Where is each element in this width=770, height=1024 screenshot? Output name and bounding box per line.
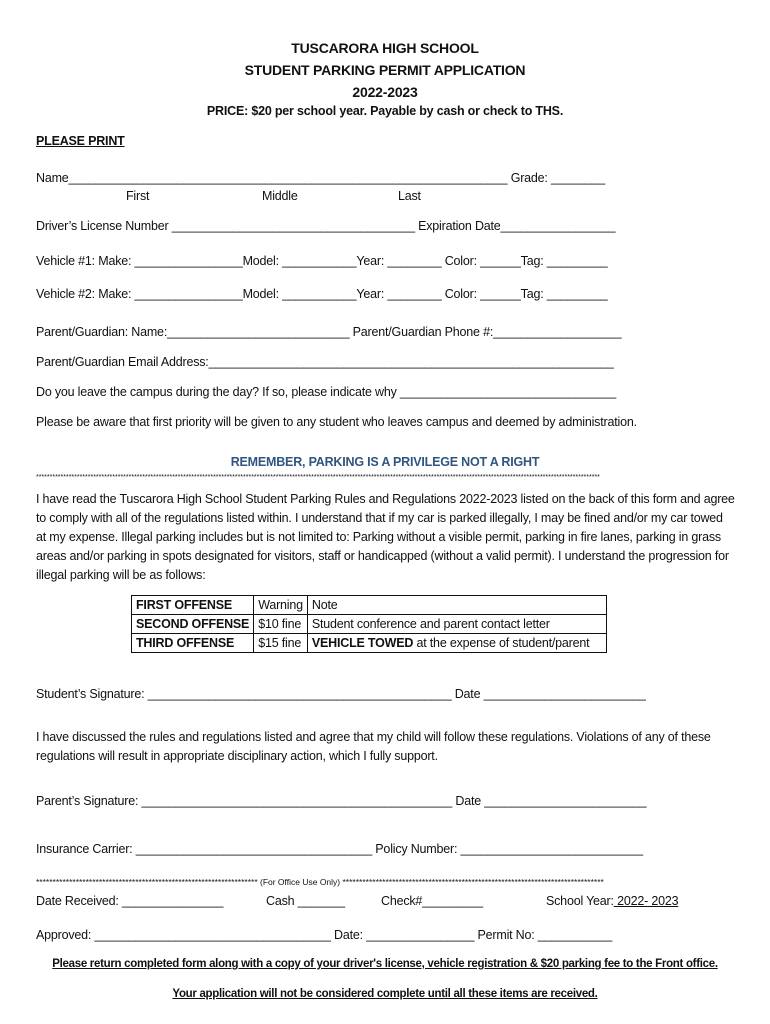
offense-cell: FIRST OFFENSE (132, 596, 254, 615)
insurance-field[interactable]: Insurance Carrier: ___________________________________ Policy Number: ___________________________ (36, 842, 643, 856)
approved-field[interactable]: Approved: ___________________________________ Date: ________________ Permit No: ___________ (36, 928, 613, 942)
incomplete-notice: Your application will not be considered complete until all these items are received. (172, 988, 598, 1000)
agreement-paragraph: I have read the Tuscarora High School Student Parking Rules and Regulations 2022-2023 listed on the back of this form and agree to comply with all of the regulations listed within. I understand that if my car is parked illegally, I may be fined and/or my car towed at my expense. Illegal parking includes but is not limited to: Parking without a visible permit, parking in fire lanes, parking in grass areas and/or parking in spots designated for visitors, staff or handicapped (without a valid permit). I understand the progression for illegal parking will be as follows: (36, 492, 735, 582)
leave-campus-field[interactable]: Do you leave the campus during the day? If so, please indicate why ________________________________ (36, 385, 616, 399)
priority-note: Please be aware that first priority will be given to any student who leaves campus and deemed by administration. (36, 415, 637, 429)
school-year-value: 2022- 2023 (613, 894, 679, 908)
school-name: TUSCARORA HIGH SCHOOL (291, 40, 479, 56)
penalty-cell: $15 fine (254, 634, 308, 653)
remember-heading: REMEMBER, PARKING IS A PRIVILEGE NOT A RIGHT (230, 455, 540, 469)
parent-statement: I have discussed the rules and regulations listed and agree that my child will follow these regulations. Violations of any of these regulations will result in appropriate disciplinary action, which I fully support. (36, 730, 711, 763)
action-cell (307, 634, 606, 653)
penalty-cell: $10 fine (254, 615, 308, 634)
school-year-field (546, 894, 678, 908)
cash-field[interactable]: Cash _______ (266, 894, 345, 908)
price-line: PRICE: $20 per school year. Payable by cash or check to THS. (206, 104, 564, 118)
license-field[interactable]: Driver’s License Number ____________________________________ Expiration Date_________________ (36, 219, 616, 233)
offense-table (131, 595, 607, 653)
check-field[interactable]: Check#_________ (381, 894, 483, 908)
parent-signature-field[interactable]: Parent’s Signature: ______________________________________________ Date ________________________ (36, 794, 647, 808)
please-print: PLEASE PRINT (36, 134, 125, 148)
parent-email-field[interactable]: Parent/Guardian Email Address:____________________________________________________________ (36, 355, 614, 369)
name-field[interactable]: Name_________________________________________________________________ Grade: ________ (36, 171, 605, 185)
action-text: Note (311, 598, 338, 612)
action-text: at the expense of student/parent (413, 636, 590, 650)
return-instructions: Please return completed form along with a copy of your driver's license, vehicle registration & $20 parking fee to the Front office. (52, 958, 718, 970)
student-signature-field[interactable]: Student’s Signature: _____________________________________________ Date ________________________ (36, 687, 646, 701)
vehicle2-field[interactable]: Vehicle #2: Make: ________________Model: ___________Year: ________ Color: ______Tag: _________ (36, 287, 608, 301)
table-row (132, 596, 607, 615)
table-row (132, 615, 607, 634)
action-bold: VEHICLE TOWED (311, 636, 414, 650)
office-use-divider: ******************************************************************* (For Office Use Only) ******************************************************************************* (36, 877, 604, 887)
penalty-cell: Warning (254, 596, 308, 615)
name-first-label: First (126, 189, 150, 203)
form-year: 2022-2023 (352, 84, 418, 100)
vehicle1-field[interactable]: Vehicle #1: Make: ________________Model: ___________Year: ________ Color: ______Tag: _________ (36, 254, 608, 268)
star-divider: *************************************************************************************************************************************************************************************************************** (36, 474, 600, 481)
name-middle-label: Middle (262, 189, 298, 203)
school-year-label: School Year: (546, 894, 614, 908)
action-cell (307, 596, 606, 615)
action-cell (307, 615, 606, 634)
table-row (132, 634, 607, 653)
offense-cell: SECOND OFFENSE (132, 615, 254, 634)
offense-cell: THIRD OFFENSE (132, 634, 254, 653)
action-text: Student conference and parent contact letter (311, 617, 550, 631)
parent-name-field[interactable]: Parent/Guardian: Name:___________________________ Parent/Guardian Phone #:___________________ (36, 325, 622, 339)
form-title: STUDENT PARKING PERMIT APPLICATION (244, 62, 526, 78)
date-received-field[interactable]: Date Received: _______________ (36, 894, 224, 908)
name-last-label: Last (398, 189, 421, 203)
